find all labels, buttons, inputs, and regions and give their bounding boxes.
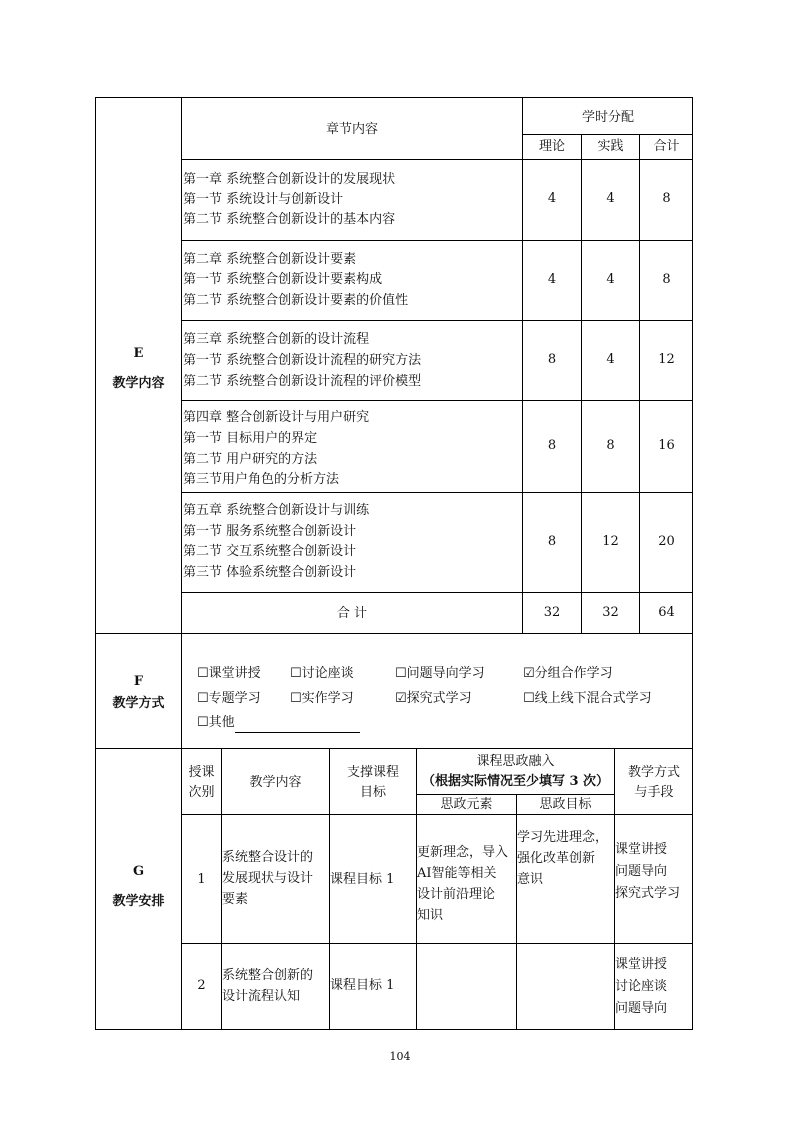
ideology-goal-line: 意识 bbox=[517, 872, 544, 887]
sum-label: 合 计 bbox=[336, 606, 368, 621]
header-practice: 实践 bbox=[597, 139, 624, 154]
chapter-line: 第三章 系统整合创新的设计流程 bbox=[183, 332, 370, 347]
practice-hours: 8 bbox=[606, 438, 615, 453]
header-teaching-method: 教学方式 bbox=[627, 765, 680, 780]
chapter-line: 第一章 系统整合创新设计的发展现状 bbox=[183, 172, 396, 187]
header-total: 合计 bbox=[653, 139, 680, 154]
method-option[interactable]: ☐课堂讲授 bbox=[197, 666, 261, 681]
sum-theory: 32 bbox=[543, 605, 561, 620]
chapter-line: 第四章 整合创新设计与用户研究 bbox=[183, 410, 370, 425]
practice-hours: 12 bbox=[602, 534, 619, 549]
chapter-line: 第一节 系统设计与创新设计 bbox=[183, 192, 344, 207]
chapter-line: 第一节 系统整合创新设计要素构成 bbox=[183, 272, 383, 287]
total-hours: 20 bbox=[658, 534, 675, 549]
checkbox-icon[interactable]: ☐ bbox=[290, 691, 302, 706]
ideology-element-line: 更新理念，导入 bbox=[417, 845, 509, 860]
teaching-method-line: 问题导向 bbox=[615, 1001, 668, 1016]
header-theory: 理论 bbox=[538, 139, 565, 154]
page-number: 104 bbox=[389, 1050, 411, 1063]
session-content-line: 要素 bbox=[222, 892, 249, 907]
practice-hours: 4 bbox=[606, 272, 615, 287]
sum-practice: 32 bbox=[602, 605, 619, 620]
chapter-line: 第二节 交互系统整合创新设计 bbox=[183, 544, 357, 559]
chapter-line: 第二节 用户研究的方法 bbox=[183, 452, 318, 467]
section-f-name: 教学方式 bbox=[112, 696, 165, 711]
section-e-letter: E bbox=[133, 346, 144, 361]
total-hours: 12 bbox=[658, 352, 675, 367]
teaching-method-line: 课堂讲授 bbox=[615, 957, 668, 972]
teaching-method-line: 讨论座谈 bbox=[615, 979, 668, 994]
chapter-line: 第一节 目标用户的界定 bbox=[183, 431, 318, 446]
checkbox-icon[interactable]: ☐ bbox=[523, 691, 535, 706]
teaching-method-line: 探究式学习 bbox=[615, 886, 681, 901]
checked-checkbox-icon[interactable]: ☑ bbox=[523, 666, 535, 681]
ideology-element-line: 设计前沿理论 bbox=[417, 887, 496, 902]
section-f-letter: F bbox=[133, 674, 144, 689]
method-option[interactable]: ☑分组合作学习 bbox=[523, 666, 613, 681]
header-teaching-content: 教学内容 bbox=[249, 775, 302, 790]
session-goal: 课程目标 1 bbox=[330, 978, 395, 993]
session-number: 1 bbox=[197, 872, 206, 887]
checked-checkbox-icon[interactable]: ☑ bbox=[395, 691, 407, 706]
ideology-element-line: AI智能等相关 bbox=[417, 866, 497, 881]
checkbox-icon[interactable]: ☐ bbox=[197, 691, 209, 706]
header-ideology: 课程思政融入 bbox=[476, 754, 555, 769]
header-ideology-element: 思政元素 bbox=[440, 797, 493, 812]
method-option[interactable]: ☑探究式学习 bbox=[395, 691, 472, 706]
theory-hours: 8 bbox=[547, 438, 557, 453]
theory-hours: 4 bbox=[547, 191, 557, 206]
method-option[interactable]: ☐问题导向学习 bbox=[395, 666, 485, 681]
sum-total: 64 bbox=[658, 605, 675, 620]
ideology-goal-line: 强化改革创新 bbox=[517, 851, 596, 866]
theory-hours: 8 bbox=[547, 352, 557, 367]
checkbox-icon[interactable]: ☐ bbox=[290, 666, 302, 681]
chapter-line: 第三节用户角色的分析方法 bbox=[183, 472, 340, 487]
other-blank-field[interactable] bbox=[235, 718, 360, 733]
chapter-line: 第二节 系统整合创新设计流程的评价模型 bbox=[183, 374, 422, 389]
session-content-line: 发展现状与设计 bbox=[222, 871, 314, 886]
session-number: 2 bbox=[197, 978, 206, 993]
method-option[interactable]: ☐专题学习 bbox=[197, 691, 261, 706]
header-teaching-method: 与手段 bbox=[634, 785, 674, 800]
total-hours: 16 bbox=[658, 438, 675, 453]
section-g-name: 教学安排 bbox=[112, 894, 165, 909]
checkbox-icon[interactable]: ☐ bbox=[197, 715, 209, 730]
session-content-line: 系统整合设计的 bbox=[222, 850, 314, 865]
header-ideology-goal: 思政目标 bbox=[539, 797, 592, 812]
practice-hours: 4 bbox=[606, 352, 615, 367]
total-hours: 8 bbox=[662, 191, 671, 206]
chapter-line: 第二章 系统整合创新设计要素 bbox=[183, 252, 357, 267]
chapter-line: 第一节 系统整合创新设计流程的研究方法 bbox=[183, 353, 422, 368]
header-ideology-note: （根据实际情况至少填写 3 次） bbox=[421, 774, 610, 789]
total-hours: 8 bbox=[662, 272, 671, 287]
session-goal: 课程目标 1 bbox=[330, 872, 395, 887]
header-session-no: 次别 bbox=[188, 785, 215, 800]
header-chapter-content: 章节内容 bbox=[325, 122, 378, 137]
chapter-line: 第三节 体验系统整合创新设计 bbox=[183, 565, 357, 580]
method-option[interactable]: ☐讨论座谈 bbox=[290, 666, 354, 681]
practice-hours: 4 bbox=[606, 191, 615, 206]
session-content-line: 系统整合创新的 bbox=[222, 968, 314, 983]
checkbox-icon[interactable]: ☐ bbox=[395, 666, 407, 681]
ideology-goal-line: 学习先进理念， bbox=[517, 830, 609, 845]
method-option[interactable]: ☐实作学习 bbox=[290, 691, 354, 706]
section-e-name: 教学内容 bbox=[112, 376, 165, 391]
checkbox-icon[interactable]: ☐ bbox=[197, 666, 209, 681]
teaching-method-line: 课堂讲授 bbox=[615, 842, 668, 857]
section-g-letter: G bbox=[132, 864, 145, 879]
chapter-line: 第二节 系统整合创新设计要素的价值性 bbox=[183, 293, 409, 308]
ideology-element-line: 知识 bbox=[417, 908, 444, 923]
chapter-line: 第一节 服务系统整合创新设计 bbox=[183, 524, 357, 539]
session-content-line: 设计流程认知 bbox=[222, 989, 301, 1004]
header-course-goal: 支撑课程 bbox=[346, 765, 399, 780]
method-option-other[interactable]: ☐其他 bbox=[197, 713, 360, 733]
theory-hours: 8 bbox=[547, 534, 557, 549]
chapter-line: 第二节 系统整合创新设计的基本内容 bbox=[183, 212, 396, 227]
teaching-method-line: 问题导向 bbox=[615, 864, 668, 879]
theory-hours: 4 bbox=[547, 272, 557, 287]
header-hours: 学时分配 bbox=[581, 110, 634, 125]
header-course-goal: 目标 bbox=[359, 785, 386, 800]
method-option[interactable]: ☐线上线下混合式学习 bbox=[523, 691, 652, 706]
chapter-line: 第五章 系统整合创新设计与训练 bbox=[183, 503, 370, 518]
header-session-no: 授课 bbox=[188, 765, 215, 780]
